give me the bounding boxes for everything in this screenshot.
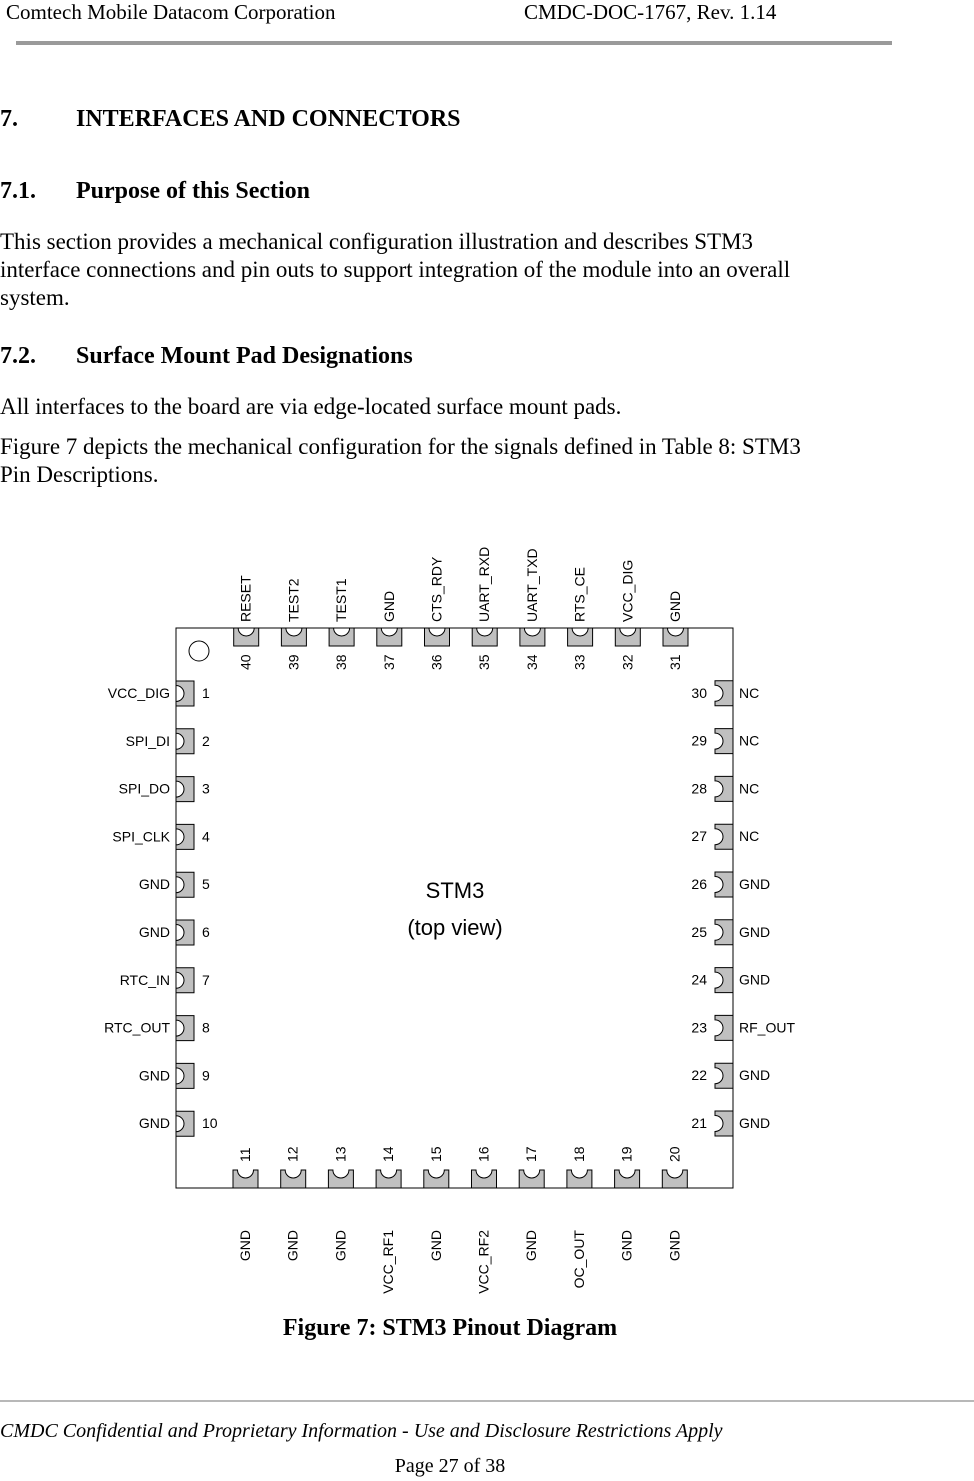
header-doc-id: CMDC-DOC-1767, Rev. 1.14 (524, 0, 777, 24)
pin-label: GND (666, 1230, 683, 1262)
pin-number: 13 (332, 1146, 349, 1162)
pin-number: 7 (202, 971, 210, 988)
pin-number: 15 (427, 1146, 444, 1162)
subsection-title: Purpose of this Section (76, 178, 310, 204)
pin-number: 19 (618, 1146, 635, 1162)
pin-number: 18 (570, 1146, 587, 1162)
pin-label: NC (739, 732, 760, 749)
pin-number: 30 (691, 684, 707, 701)
paragraph-line: All interfaces to the board are via edge-located surface mount pads. (0, 394, 622, 419)
pin-number: 22 (691, 1067, 707, 1084)
pin-label: RTC_OUT (104, 1019, 170, 1036)
paragraph-pads-intro (0, 393, 900, 421)
pin-label: GND (138, 1115, 170, 1132)
pin-label: TEST1 (333, 578, 350, 622)
chip-outline (176, 628, 733, 1188)
pin-label: GND (739, 1067, 771, 1084)
pin-number: 9 (202, 1067, 210, 1084)
pin-number: 33 (571, 654, 588, 670)
section-title: INTERFACES AND CONNECTORS (76, 106, 461, 132)
pin-number: 3 (202, 780, 210, 797)
pin-label: GND (427, 1230, 444, 1262)
pin-label: VCC_DIG (107, 685, 170, 701)
footer-divider (0, 1400, 974, 1402)
pin-label: UART_RXD (476, 546, 493, 622)
pin-label: OC_OUT (570, 1230, 587, 1289)
pin-number: 10 (202, 1115, 218, 1132)
paragraph-figure-ref (0, 433, 900, 489)
pin-number: 40 (237, 654, 254, 670)
pin-label: SPI_CLK (112, 828, 170, 845)
subsection-number: 7.1. (0, 178, 36, 204)
pin-number: 5 (202, 876, 210, 893)
header-company: Comtech Mobile Datacom Corporation (6, 0, 336, 24)
paragraph-line: interface connections and pin outs to support integration of the module into an overall (0, 257, 791, 282)
pin-number: 25 (691, 923, 707, 940)
pin-label: RESET (237, 575, 254, 622)
section-heading (0, 106, 461, 133)
paragraph-line: system. (0, 285, 70, 310)
subsection-number: 7.2. (0, 343, 36, 369)
pin-number: 36 (428, 654, 445, 670)
pin-number: 37 (380, 654, 397, 670)
pin-number: 29 (691, 732, 707, 749)
pin-label: RTS_CE (571, 567, 588, 622)
pin-number: 4 (202, 828, 210, 845)
pin-number: 2 (202, 732, 210, 749)
pin-label: TEST2 (285, 578, 302, 622)
pin-number: 31 (667, 654, 683, 670)
pin-number: 12 (284, 1146, 301, 1162)
pin-number: 26 (691, 876, 707, 892)
pin-number: 28 (691, 780, 707, 797)
pin-label: VCC_RF1 (380, 1230, 397, 1294)
pin-label: GND (739, 876, 771, 892)
pin-number: 24 (691, 971, 707, 988)
pin-label: RF_OUT (739, 1019, 795, 1036)
subsection-heading-purpose (0, 178, 310, 205)
chip-name: STM3 (425, 878, 485, 903)
pin-label: UART_TXD (523, 548, 540, 622)
pin-label: VCC_RF2 (475, 1230, 492, 1294)
pin-label: NC (739, 684, 760, 701)
pin-label: GND (138, 1067, 170, 1084)
pin-label: CTS_RDY (428, 556, 445, 622)
pin-label: GND (380, 590, 397, 622)
pin-label: GND (739, 1115, 771, 1131)
paragraph-line: Figure 7 depicts the mechanical configuration for the signals defined in Table 8: STM3 (0, 434, 801, 459)
pin-label: GND (523, 1230, 540, 1262)
pin-label: SPI_DO (118, 780, 170, 797)
pin-number: 1 (202, 685, 210, 701)
footer-confidential: CMDC Confidential and Proprietary Information - Use and Disclosure Restrictions Apply (0, 1420, 723, 1442)
pin-number: 27 (691, 828, 707, 845)
paragraph-line: This section provides a mechanical configuration illustration and describes STM3 (0, 229, 754, 254)
pin-number: 17 (523, 1146, 540, 1162)
pin-label: SPI_DI (125, 732, 170, 749)
pin-label: GND (739, 971, 771, 988)
pin-number: 20 (666, 1146, 683, 1162)
pin-label: GND (739, 923, 771, 940)
pin-number: 32 (619, 654, 636, 670)
header-divider (16, 41, 892, 45)
chip-view: (top view) (407, 915, 503, 940)
figure-caption: Figure 7: STM3 Pinout Diagram (282, 1315, 618, 1341)
pin-label: VCC_DIG (619, 559, 636, 622)
paragraph-purpose (0, 228, 900, 312)
pin-label: GND (667, 590, 683, 622)
pin-number: 21 (691, 1115, 707, 1131)
pin-label: NC (739, 780, 760, 797)
pin-label: GND (237, 1230, 253, 1262)
paragraph-line: Pin Descriptions. (0, 462, 159, 487)
pinout-diagram (0, 520, 974, 1300)
pin-number: 14 (380, 1146, 397, 1162)
pin-label: GND (332, 1230, 349, 1262)
pin-label: GND (618, 1230, 635, 1262)
pin-label: GND (138, 876, 170, 893)
pin-label: GND (138, 924, 170, 940)
subsection-heading-pads (0, 343, 413, 370)
footer-page-number: Page 27 of 38 (394, 1455, 506, 1477)
pin-label: NC (739, 828, 760, 845)
pin-number: 6 (202, 924, 210, 940)
pin-number: 34 (523, 654, 540, 670)
pin-number: 11 (237, 1147, 253, 1162)
pin-number: 23 (691, 1019, 707, 1036)
pin-number: 38 (333, 654, 350, 670)
pin-number: 39 (285, 654, 302, 670)
pin-label: GND (284, 1230, 301, 1262)
pin-label: RTC_IN (119, 971, 170, 988)
pin-number: 35 (476, 654, 493, 670)
section-number: 7. (0, 106, 18, 132)
subsection-title: Surface Mount Pad Designations (76, 343, 413, 369)
pin-number: 8 (202, 1019, 210, 1036)
pin-number: 16 (475, 1146, 492, 1162)
